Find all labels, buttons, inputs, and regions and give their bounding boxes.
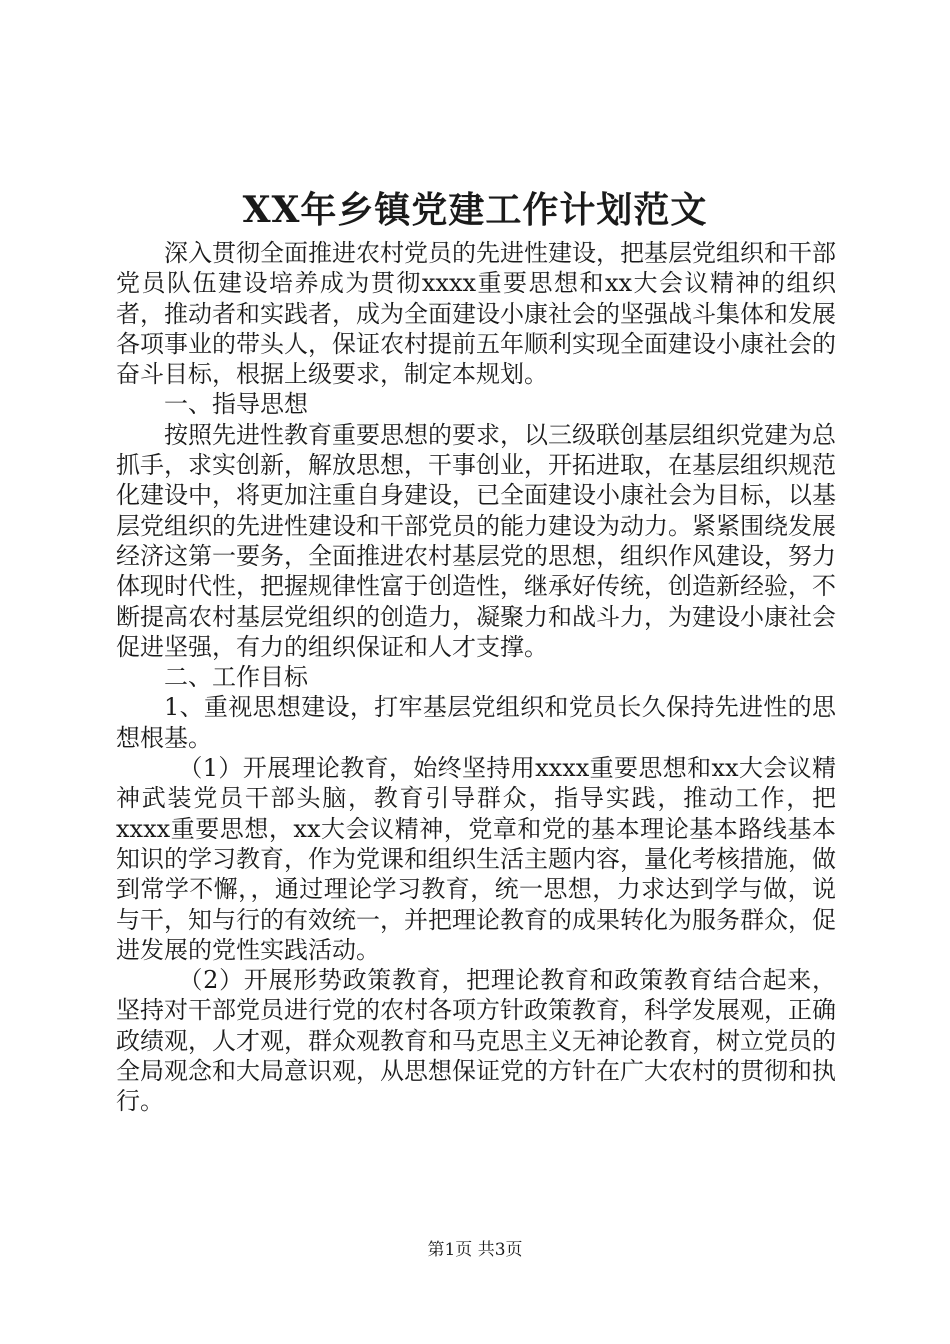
guiding-ideology-paragraph: 按照先进性教育重要思想的要求，以三级联创基层组织党建为总抓手，求实创新，解放思想，干事创业，开拓进取，在基层组织规范化建设中，将更加注重自身建设，已全面建设小康社会为目标，以基层党组织的先进性建设和干部党员的能力建设为动力。紧紧围绕发展经济这第一要务，全面推进农村基层党的思想，组织作风建设，努力体现时代性，把握规律性富于创造性，继承好传统，创造新经验，不断提高农村基层党组织的创造力，凝聚力和战斗力，为建设小康社会促进坚强，有力的组织保证和人才支撑。 [116,420,836,661]
goal-subitem-1: （1）开展理论教育，始终坚持用xxxx重要思想和xx大会议精神武装党员干部头脑，教育引导群众，指导实践，推动工作，把xxxx重要思想，xx大会议精神，党章和党的基本理论基本路线基本知识的学习教育，作为党课和组织生活主题内容，量化考核措施，做到常学不懈，，通过理论学习教育，统一思想，力求达到学与做，说与干，知与行的有效统一，并把理论教育的成果转化为服务群众，促进发展的党性实践活动。 [116,754,836,964]
page-footer: 第1页 共3页 [427,1240,523,1260]
goal-subitem-2: （2）开展形势政策教育，把理论教育和政策教育结合起来，坚持对干部党员进行党的农村各项方针政策教育，科学发展观，正确政绩观，人才观，群众观教育和马克思主义无神论教育，树立党员的全局观念和大局意识观，从思想保证党的方针在广大农村的贯彻和执行。 [116,966,836,1116]
section-heading-work-goals: 二、工作目标 [164,663,308,692]
section-heading-guiding-ideology: 一、指导思想 [164,390,308,419]
goal-item-1: 1、重视思想建设，打牢基层党组织和党员长久保持先进性的思想根基。 [116,693,836,752]
document-title: XX年乡镇党建工作计划范文 [242,189,708,231]
intro-paragraph: 深入贯彻全面推进农村党员的先进性建设，把基层党组织和干部党员队伍建设培养成为贯彻xxxx重要思想和xx大会议精神的组织者，推动者和实践者，成为全面建设小康社会的坚强战斗集体和发展各项事业的带头人，保证农村提前五年顺利实现全面建设小康社会的奋斗目标，根据上级要求，制定本规划。 [116,239,836,389]
document-body [116,238,836,1117]
